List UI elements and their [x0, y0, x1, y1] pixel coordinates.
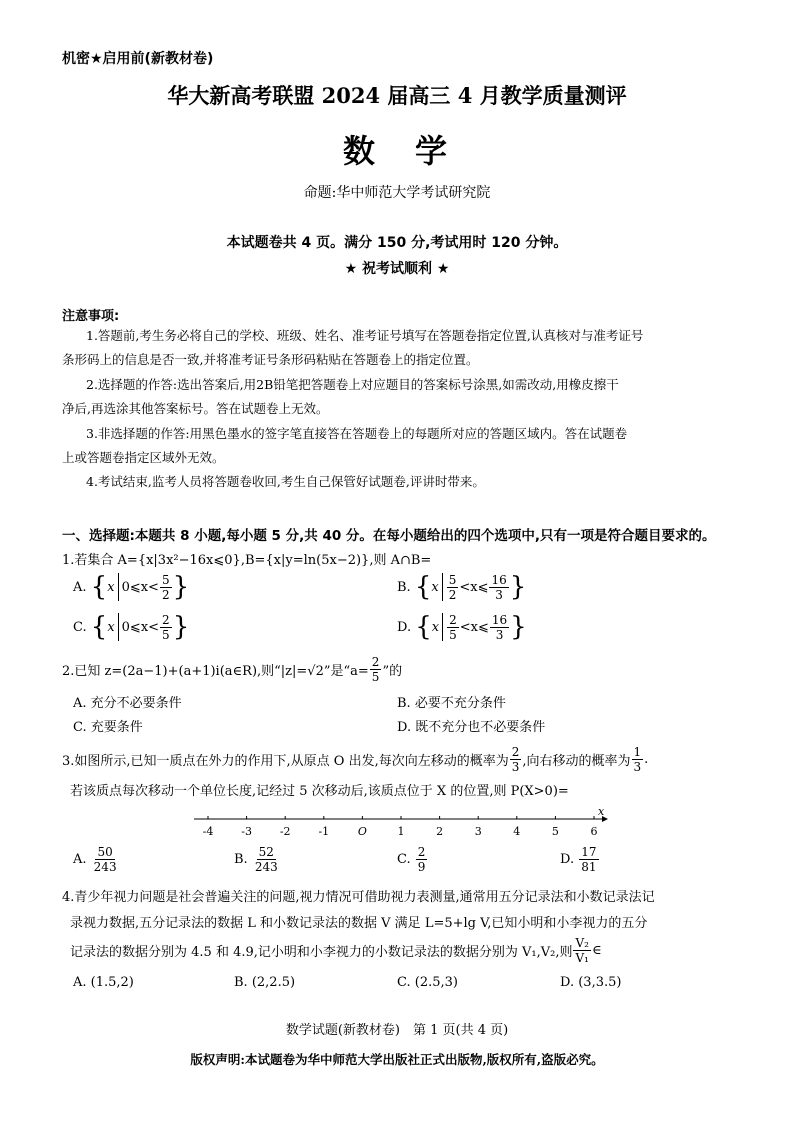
- fraction: $\frac{5}{2}$: [448, 572, 457, 602]
- note-line: 2.选择题的作答:选出答案后,用2B铅笔把答题卷上对应题目的答案标号涂黑,如需改动,用橡皮擦干: [86, 377, 619, 392]
- section-heading: 一、选择题:本题共 8 小题,每小题 5 分,共 40 分。在每小题给出的四个选项中,只有一项是符合题目要求的。: [62, 528, 716, 544]
- tick-label: 1: [397, 825, 405, 838]
- fraction: $\frac{16}{3}$: [491, 572, 507, 602]
- q3-stem-line2: 若该质点每次移动一个单位长度,记经过 5 次移动后,该质点位于 X 的位置,则 P(X>0)=: [70, 784, 569, 799]
- note-line: 3.非选择题的作答:用黑色墨水的签字笔直接答在答题卷上的每题所对应的答题区域内。答在试题卷: [86, 426, 628, 441]
- fraction: $\frac{2}{5}$: [449, 612, 457, 642]
- note-line: 净后,再选涂其他答案标号。答在试题卷上无效。: [62, 401, 329, 416]
- q4-option-c: C. (2.5,3): [397, 975, 458, 990]
- q4-option-d: D. (3,3.5): [560, 975, 622, 990]
- number-line: [190, 805, 610, 839]
- fraction: $\frac{17}{81}$: [581, 845, 597, 874]
- fraction: $\frac{2}{5}$: [371, 654, 380, 684]
- fraction: $\frac{2}{9}$: [417, 845, 426, 874]
- tick-label: O: [357, 825, 367, 838]
- q4-option-b: B. (2,2.5): [234, 975, 296, 990]
- tick-label: 6: [590, 825, 598, 838]
- good-luck: ★ 祝考试顺利 ★: [344, 261, 450, 277]
- q2-option-d: D. 既不充分也不必要条件: [397, 720, 546, 735]
- tick-label: -2: [279, 825, 291, 838]
- q1-option-a: A. { x 0⩽x< $\frac{5}{2}$ }: [73, 572, 190, 602]
- option-condition: 0⩽x<: [121, 579, 159, 595]
- q2-option-b: B. 必要不充分条件: [397, 696, 506, 711]
- q4-line1: 4.青少年视力问题是社会普遍关注的问题,视力情况可借助视力表测量,通常用五分记录法和小数记录法记: [62, 890, 655, 905]
- q2-option-a: A. 充分不必要条件: [73, 696, 182, 711]
- q4-option-a: A. (1.5,2): [73, 975, 134, 990]
- option-label: A.: [73, 579, 87, 595]
- note-line: 条形码上的信息是否一致,并将准考证号条形码粘贴在答题卷上的指定位置。: [62, 352, 479, 367]
- fraction: $\frac{50}{243}$: [93, 845, 117, 874]
- tick-label: 2: [436, 825, 444, 838]
- q1-option-c: C. { x 0⩽x< $\frac{2}{5}$ }: [73, 612, 190, 642]
- q1-stem: 1.若集合 A={x|3x²−16x⩽0},B={x|y=ln(5x−2)},则 A∩B=: [62, 553, 432, 568]
- copyright-notice: 版权声明:本试题卷为华中师范大学出版社正式出版物,版权所有,盗版必究。: [190, 1052, 604, 1067]
- fraction: $\frac{16}{3}$: [491, 612, 508, 642]
- q3-stem: 3.如图所示,已知一质点在外力的作用下,从原点 O 出发,每次向左移动的概率为 $\frac{2}{3}$ ,向右移动的概率为 $\frac{1}{3}$ .: [62, 744, 649, 774]
- tick-label: 5: [551, 825, 559, 838]
- q4-line2: 录视力数据,五分记录法的数据 L 和小数记录法的数据 V 满足 L=5+lg V,已知小明和小李视力的五分: [70, 916, 648, 931]
- q4-line3: 记录法的数据分别为 4.5 和 4.9,记小明和小李视力的小数记录法的数据分别为 V₁,V₂,则 $\frac{\text{V₂}}{\text{V₁}}$ ∈: [70, 935, 602, 965]
- option-label: C.: [73, 619, 87, 635]
- q3-option-a: A. $\frac{50}{243}$: [73, 845, 117, 874]
- notes-title: 注意事项:: [62, 309, 120, 324]
- tick-label: 4: [513, 825, 521, 838]
- note-line: 上或答题卷指定区域外无效。: [62, 450, 225, 465]
- tick-label: 3: [474, 825, 482, 838]
- q3-option-d: D. $\frac{17}{81}$: [560, 845, 597, 874]
- q3-option-b: B. $\frac{52}{243}$: [234, 845, 278, 874]
- note-line: 1.答题前,考生务必将自己的学校、班级、姓名、准考证号填写在答题卷指定位置,认真核对与准考证号: [86, 328, 644, 343]
- fraction: $\frac{2}{3}$: [511, 744, 520, 774]
- fraction: $\frac{\text{V₂}}{\text{V₁}}$: [575, 935, 589, 965]
- exam-info: 本试题卷共 4 页。满分 150 分,考试用时 120 分钟。: [226, 235, 568, 251]
- q1-option-d: D. { x $\frac{2}{5}$ <x⩽ $\frac{16}{3}$ }: [397, 612, 527, 642]
- tick-label: -4: [202, 825, 214, 838]
- page-footer: 数学试题(新教材卷) 第 1 页(共 4 页): [285, 1023, 509, 1038]
- note-line: 4.考试结束,监考人员将答题卷收回,考生自己保管好试题卷,评讲时带来。: [86, 474, 485, 489]
- subject-title: 数 学: [342, 132, 451, 170]
- q1-option-b: B. { x $\frac{5}{2}$ <x⩽ $\frac{16}{3}$ }: [397, 572, 527, 602]
- exam-title: 华大新高考联盟 2024 届高三 4 月教学质量测评: [167, 83, 627, 108]
- fraction: $\frac{5}{2}$: [161, 572, 170, 602]
- fraction: $\frac{52}{243}$: [254, 845, 278, 874]
- axis-label: x: [598, 805, 605, 818]
- author-line: 命题:华中师范大学考试研究院: [303, 185, 491, 201]
- option-label: B.: [397, 579, 411, 595]
- tick-label: -3: [241, 825, 252, 838]
- q2-stem: 2.已知 z=(2a−1)+(a+1)i(a∈R),则“|z|=√2”是“a= $\frac{2}{5}$ ”的: [62, 654, 403, 684]
- q3-option-c: C. $\frac{2}{9}$: [397, 845, 426, 874]
- confidential-label: 机密★启用前(新教材卷): [62, 51, 214, 67]
- tick-label: -1: [318, 825, 330, 838]
- fraction: $\frac{2}{5}$: [162, 612, 170, 642]
- fraction: $\frac{1}{3}$: [633, 744, 642, 774]
- option-label: D.: [397, 619, 412, 635]
- option-condition: 0⩽x<: [121, 619, 160, 635]
- q2-option-c: C. 充要条件: [73, 720, 143, 735]
